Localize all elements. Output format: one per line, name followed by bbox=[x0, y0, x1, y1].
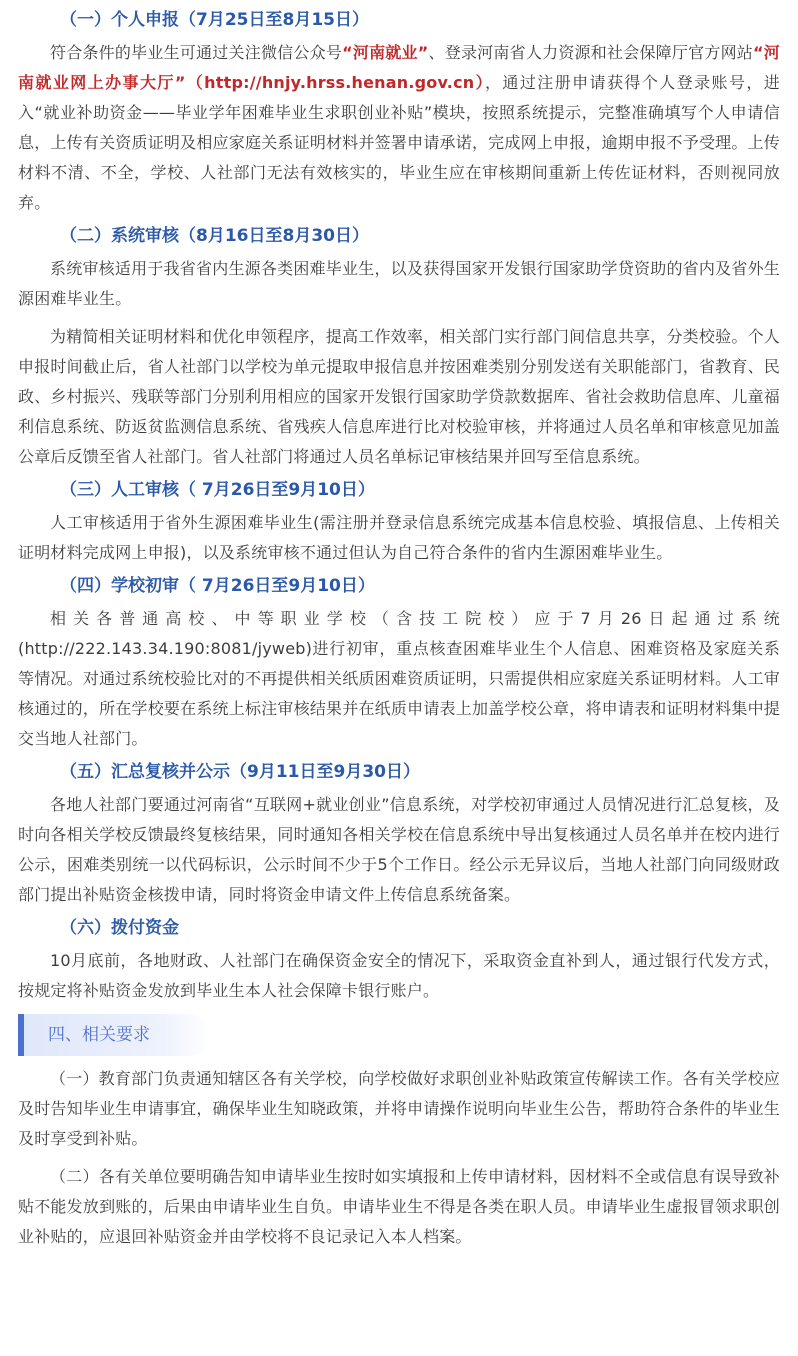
text-segment: ，通过注册申请获得个人登录账号，进入“就业补助资金——毕业学年困难毕业生求职创业补贴”模块，按照系统提示，完整准确填写个人申请信息，上传有关资质证明及相应家庭关系证明材料并签署申请承诺，完成网上申报，逾期申报不予受理。上传材料不清、不全，学校、人社部门无法有效核实的，毕业生应在审核期间重新上传佐证材料，否则视同放弃。 bbox=[18, 73, 780, 212]
section-title-text: 四、相关要求 bbox=[48, 1025, 150, 1045]
paragraph-fund-disbursement: 10月底前，各地财政、人社部门在确保资金安全的情况下，采取资金直补到人，通过银行代发方式，按规定将补贴资金发放到毕业生本人社会保障卡银行账户。 bbox=[18, 951, 780, 1000]
heading-system-review: （二）系统审核（8月16日至8月30日） bbox=[60, 226, 369, 246]
heading-summary-publicity: （五）汇总复核并公示（9月11日至9月30日） bbox=[60, 762, 420, 782]
paragraph-requirement-applicants: （二）各有关单位要明确告知申请毕业生按时如实填报和上传申请材料，因材料不全或信息有误导致补贴不能发放到账的，后果由申请毕业生自负。申请毕业生不得是各类在职人员。申请毕业生虚报冒领求职创业补贴的，应退回补贴资金并由学校将不良记录记入本人档案。 bbox=[18, 1167, 780, 1246]
heading-school-review: （四）学校初审（ 7月26日至9月10日） bbox=[60, 576, 375, 596]
paragraph-manual-review: 人工审核适用于省外生源困难毕业生(需注册并登录信息系统完成基本信息校验、填报信息、上传相关证明材料完成网上申报)，以及系统审核不通过但认为自己符合条件的省内生源困难毕业生。 bbox=[18, 513, 780, 562]
online-hall-link[interactable]: “河南就业网上办事大厅”（http://hnjy.hrss.henan.gov.cn） bbox=[18, 43, 780, 92]
text-segment: 、登录河南省人力资源和社会保障厅官方网站 bbox=[428, 43, 754, 62]
heading-manual-review: （三）人工审核（ 7月26日至9月10日） bbox=[60, 480, 375, 500]
heading-personal-application: （一）个人申报（7月25日至8月15日） bbox=[60, 10, 369, 30]
paragraph-personal-application bbox=[18, 38, 780, 218]
wechat-account-name: “河南就业” bbox=[342, 43, 429, 62]
text-segment: 符合条件的毕业生可通过关注微信公众号 bbox=[50, 43, 343, 62]
paragraph-system-review-process: 为精简相关证明材料和优化申领程序，提高工作效率，相关部门实行部门间信息共享，分类校验。个人申报时间截止后，省人社部门以学校为单元提取申报信息并按困难类别分别发送有关职能部门，省教育、民政、乡村振兴、残联等部门分别利用相应的国家开发银行国家助学贷款数据库、省社会救助信息库、儿童福利信息系统、防返贫监测信息系统、省残疾人信息库进行比对校验审核，并将通过人员名单和审核意见加盖公章后反馈至省人社部门。省人社部门将通过人员名单标记审核结果并回写至信息系统。 bbox=[18, 327, 780, 466]
paragraph-system-review-scope: 系统审核适用于我省省内生源各类困难毕业生，以及获得国家开发银行国家助学贷资助的省内及省外生源困难毕业生。 bbox=[18, 259, 780, 308]
paragraph-requirement-education: （一）教育部门负责通知辖区各有关学校，向学校做好求职创业补贴政策宣传解读工作。各有关学校应及时告知毕业生申请事宜，确保毕业生知晓政策，并将申请操作说明向毕业生公告，帮助符合条件的毕业生及时享受到补贴。 bbox=[18, 1069, 780, 1148]
heading-fund-disbursement: （六）拨付资金 bbox=[60, 918, 179, 938]
paragraph-school-review: 相关各普通高校、中等职业学校（含技工院校）应于7月26日起通过系统(http://222.143.34.190:8081/jyweb)进行初审，重点核查困难毕业生个人信息、困难资格及家庭关系等情况。对通过系统校验比对的不再提供相关纸质困难资质证明，只需提供相应家庭关系证明材料。人工审核通过的，所在学校要在系统上标注审核结果并在纸质申请表上加盖学校公章，将申请表和证明材料集中提交当地人社部门。 bbox=[18, 609, 780, 748]
section-title-requirements bbox=[18, 1014, 780, 1056]
paragraph-summary-publicity: 各地人社部门要通过河南省“互联网+就业创业”信息系统，对学校初审通过人员情况进行汇总复核，及时向各相关学校反馈最终复核结果，同时通知各相关学校在信息系统中导出复核通过人员名单并在校内进行公示，困难类别统一以代码标识，公示时间不少于5个工作日。经公示无异议后，当地人社部门向同级财政部门提出补贴资金核拨申请，同时将资金申请文件上传信息系统备案。 bbox=[18, 795, 780, 904]
